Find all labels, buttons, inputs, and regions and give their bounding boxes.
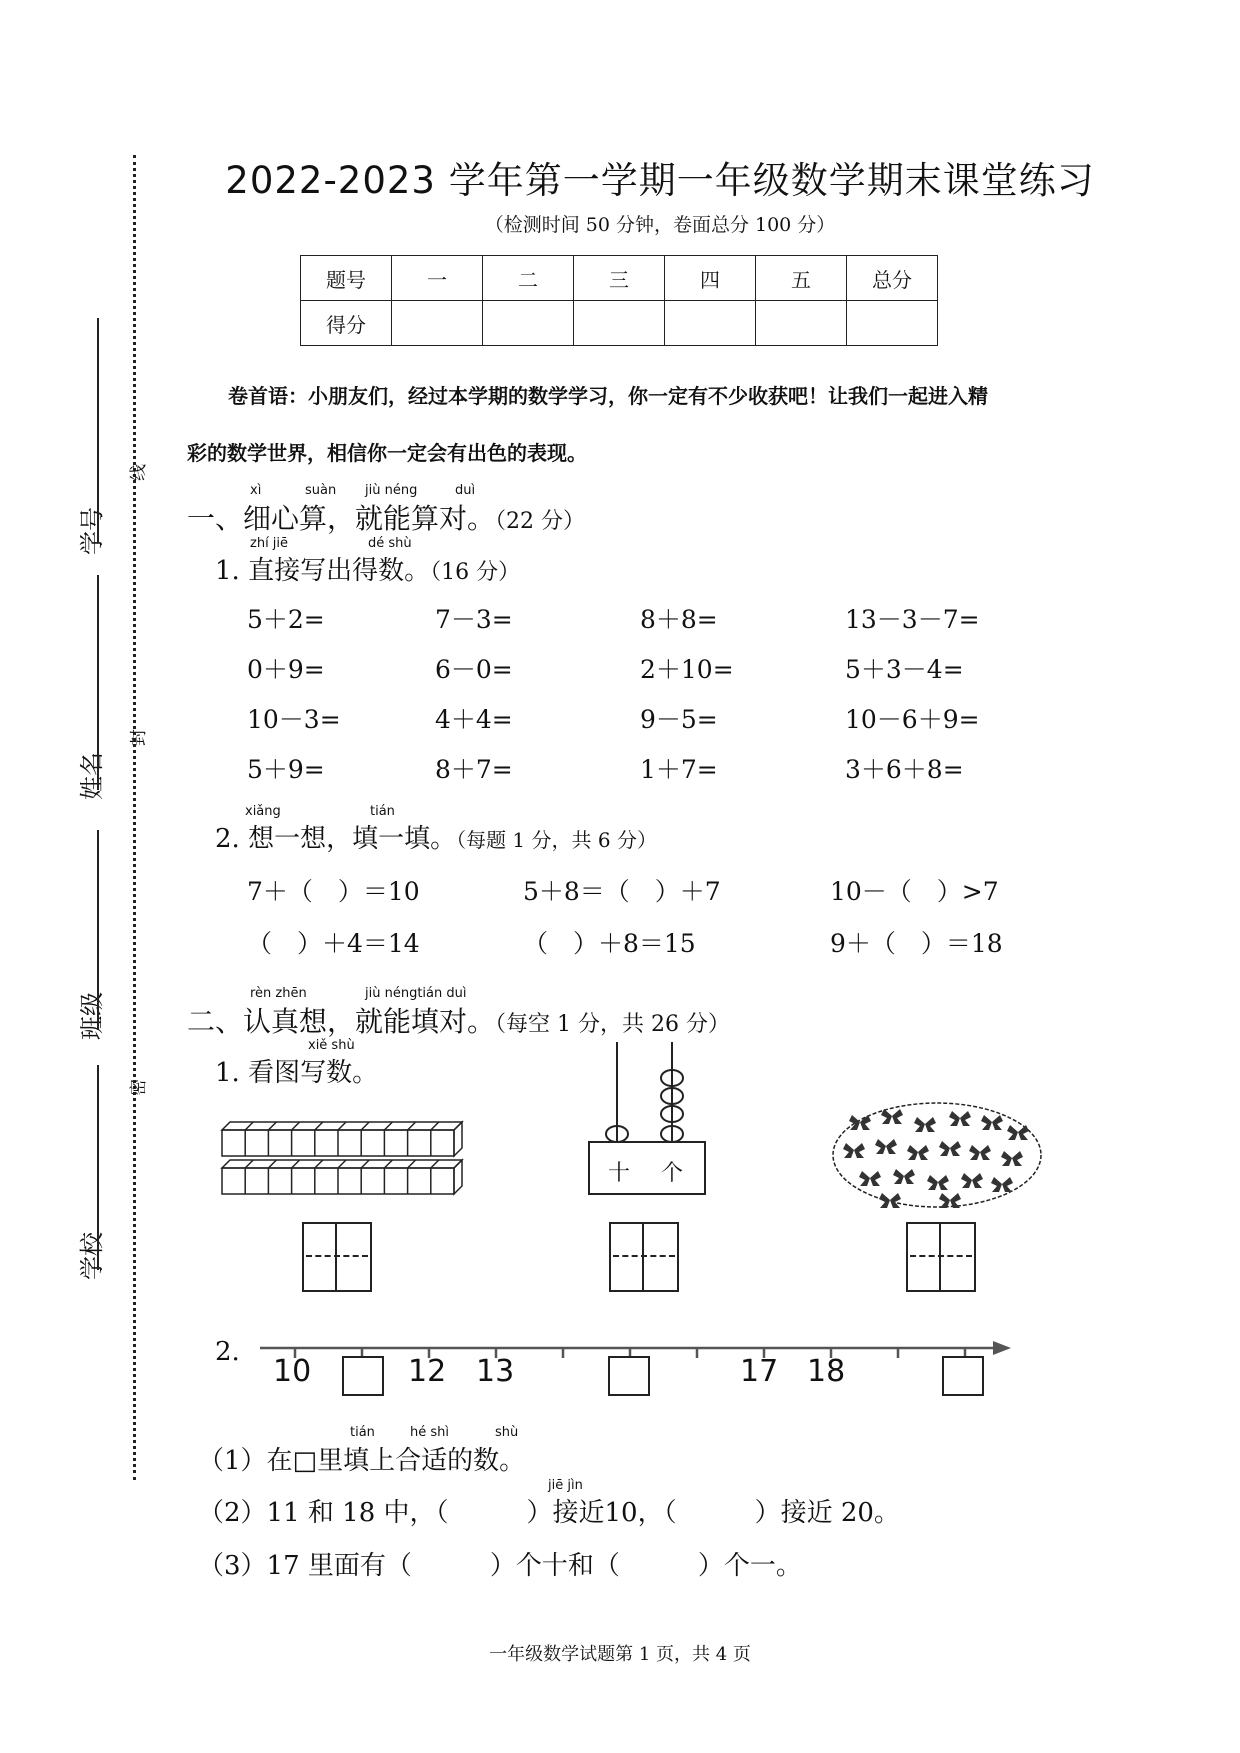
butterfly-icon — [893, 1169, 915, 1184]
butterfly-icon — [939, 1141, 961, 1156]
butterfly-icon — [949, 1111, 971, 1126]
page-title: 2022-2023 学年第一学期一年级数学期末课堂练习 — [225, 159, 1095, 202]
fill-problem: 10－（ ）>7 — [830, 877, 999, 906]
abacus-base — [589, 1142, 705, 1194]
side-xuehao-line[interactable] — [97, 318, 99, 543]
score-cell[interactable] — [847, 301, 938, 346]
fill-problem: （ ）＋4＝14 — [247, 929, 420, 958]
ten-cube-rods-figure — [220, 1118, 470, 1198]
page-footer: 一年级数学试题第 1 页，共 4 页 — [489, 1644, 751, 1665]
calc-problem: 3＋6＋8= — [845, 755, 964, 784]
butterfly-icon — [969, 1145, 991, 1160]
s1-q1-points: （16 分） — [430, 560, 521, 585]
answer-box-cubes[interactable] — [302, 1222, 372, 1292]
calc-problem: 1＋7= — [640, 755, 718, 784]
numberline-label: 12 — [408, 1354, 447, 1389]
butterfly-icon — [879, 1193, 901, 1208]
score-header-cell: 一 — [392, 256, 483, 301]
calc-problem: 0＋9= — [247, 655, 325, 684]
calc-problem: 5＋3－4= — [845, 655, 964, 684]
s2-q1-label: 1. 看图写数。 — [215, 1058, 379, 1088]
butterfly-icon — [907, 1145, 929, 1160]
abacus-label-tens: 十 — [608, 1161, 631, 1186]
fill-problem: 7＋（ ）＝10 — [247, 877, 420, 906]
score-header-cell: 二 — [483, 256, 574, 301]
s1-q1-label — [215, 550, 520, 587]
score-table-header-row — [301, 256, 938, 301]
score-table — [300, 255, 938, 346]
butterfly-icon — [961, 1173, 983, 1188]
score-table-score-row — [301, 301, 938, 346]
intro-line-1: 卷首语：小朋友们，经过本学期的数学学习，你一定有不少收获吧！让我们一起进入精 — [228, 384, 988, 408]
section1-points: （22 分） — [495, 509, 586, 534]
numberline-blank-box[interactable] — [942, 1356, 984, 1396]
section2-points: （每空 1 分，共 26 分） — [495, 1012, 730, 1037]
calc-problem: 2＋10= — [640, 655, 734, 684]
binding-dotted-line — [133, 155, 136, 1480]
butterflies-figure — [830, 1100, 1045, 1210]
s2-sub-3: （3）17 里面有（ ）个十和（ ）个一。 — [198, 1551, 802, 1581]
calc-problem: 13－3－7= — [845, 605, 980, 634]
numberline-label: 13 — [476, 1354, 515, 1389]
score-header-cell: 四 — [665, 256, 756, 301]
s2-sub-1: （1）在□里填上合适的数。 — [198, 1446, 526, 1476]
butterfly-icon — [875, 1139, 897, 1154]
side-xuexiao-label: 学校 — [78, 1232, 106, 1280]
side-xingming-label: 姓名 — [78, 752, 106, 800]
pinyin: shù — [495, 1425, 519, 1440]
calc-problem: 7－3= — [435, 605, 513, 634]
cube-rod — [222, 1160, 462, 1194]
intro-line-2: 彩的数学世界，相信你一定会有出色的表现。 — [187, 441, 587, 465]
calc-problem: 9－5= — [640, 705, 718, 734]
numberline-label: 18 — [807, 1354, 846, 1389]
butterfly-icon — [859, 1171, 881, 1186]
section2-heading-text: 二、认真想，就能填对。 — [187, 1005, 496, 1038]
pinyin: tián — [350, 1425, 375, 1440]
s1-q2-text: 2. 想一想，填一填。 — [215, 824, 457, 854]
fill-problem: （ ）＋8＝15 — [523, 929, 696, 958]
answer-box-butterflies[interactable] — [906, 1222, 976, 1292]
numberline-label: 17 — [740, 1354, 779, 1389]
fill-problem: 9＋（ ）＝18 — [830, 929, 1003, 958]
butterfly-icon — [981, 1115, 1003, 1130]
pinyin: xiě shù — [308, 1038, 355, 1053]
score-header-cell: 总分 — [847, 256, 938, 301]
numberline-label: 10 — [273, 1354, 312, 1389]
pinyin: hé shì — [410, 1425, 449, 1440]
pinyin: xiǎng — [245, 804, 281, 819]
numberline-blank-box[interactable] — [342, 1356, 384, 1396]
s1-q1-text: 1. 直接写出得数。 — [215, 556, 431, 586]
butterfly-icon — [1007, 1125, 1029, 1140]
s2-q2-label: 2. — [215, 1337, 240, 1367]
butterfly-icon — [849, 1115, 871, 1130]
pinyin: jiē jìn — [548, 1478, 583, 1493]
butterfly-icon — [1001, 1151, 1023, 1166]
pinyin: jiù néngtián duì — [365, 986, 467, 1001]
numberline-blank-box[interactable] — [608, 1356, 650, 1396]
score-cell[interactable] — [483, 301, 574, 346]
score-header-cell: 五 — [756, 256, 847, 301]
answer-box-abacus[interactable] — [609, 1222, 679, 1292]
cube-rod — [222, 1122, 462, 1156]
s1-q2-points: （每题 1 分，共 6 分） — [456, 828, 657, 852]
side-xingming-line[interactable] — [97, 575, 99, 790]
butterfly-icon — [914, 1117, 936, 1132]
seal-mi: 密 — [129, 1079, 149, 1096]
butterfly-icon — [843, 1143, 865, 1158]
calc-problem: 8＋8= — [640, 605, 718, 634]
page-subtitle: （检测时间 50 分钟，卷面总分 100 分） — [484, 214, 836, 236]
pinyin: tián — [370, 804, 395, 819]
fill-problem: 5＋8＝（ ）＋7 — [523, 877, 721, 906]
butterfly-icon — [991, 1177, 1013, 1192]
s1-q2-label — [215, 818, 657, 855]
score-cell[interactable] — [665, 301, 756, 346]
score-row-label: 得分 — [301, 301, 392, 346]
side-banji-label: 班级 — [78, 992, 106, 1040]
calc-problem: 6－0= — [435, 655, 513, 684]
score-cell[interactable] — [392, 301, 483, 346]
calc-problem: 4＋4= — [435, 705, 513, 734]
butterfly-icon — [939, 1193, 961, 1208]
calc-problem: 10－3= — [247, 705, 341, 734]
abacus-label-ones: 个 — [661, 1161, 684, 1186]
side-xuexiao-line[interactable] — [97, 1065, 99, 1270]
score-header-cell: 三 — [574, 256, 665, 301]
section1-heading-text: 一、细心算，就能算对。 — [187, 502, 496, 535]
seal-xian: 线 — [129, 464, 149, 481]
pinyin: suàn — [305, 483, 337, 498]
pinyin: jiù néng — [365, 483, 418, 498]
pinyin: duì — [455, 483, 476, 498]
pinyin: rèn zhēn — [250, 986, 307, 1001]
s2-sub-2: （2）11 和 18 中，（ ）接近10，（ ）接近 20。 — [198, 1498, 900, 1528]
score-header-cell: 题号 — [301, 256, 392, 301]
butterfly-icon — [927, 1175, 949, 1190]
section2-heading — [187, 1000, 730, 1040]
calc-problem: 5＋9= — [247, 755, 325, 784]
section1-heading — [187, 497, 585, 537]
pinyin: zhí jiē — [250, 536, 289, 551]
butterfly-icon — [881, 1109, 903, 1124]
seal-feng: 封 — [129, 729, 149, 746]
score-cell[interactable] — [756, 301, 847, 346]
side-xuehao-label: 学号 — [78, 507, 106, 555]
score-cell[interactable] — [574, 301, 665, 346]
pinyin: dé shù — [368, 536, 412, 551]
pinyin: xì — [250, 483, 262, 498]
calc-problem: 10－6＋9= — [845, 705, 980, 734]
calc-problem: 8＋7= — [435, 755, 513, 784]
abacus-figure — [585, 1042, 715, 1202]
calc-problem: 5＋2= — [247, 605, 325, 634]
side-banji-line[interactable] — [97, 830, 99, 1030]
